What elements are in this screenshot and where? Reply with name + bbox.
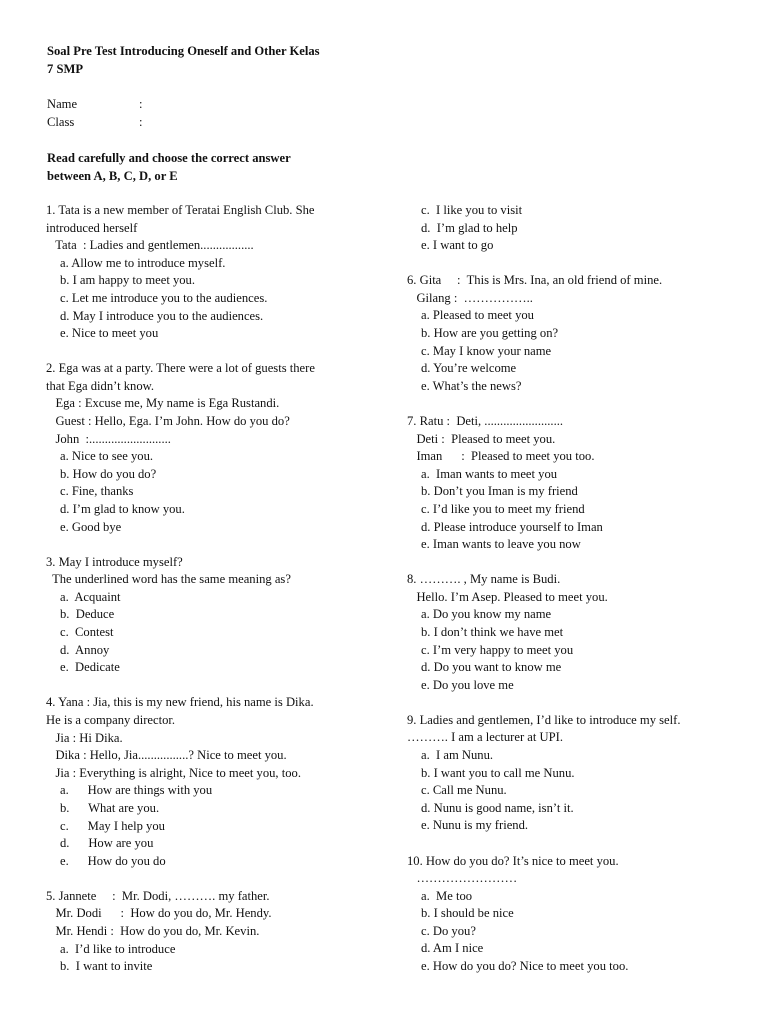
question-line: Dika : Hello, Jia................? Nice to meet you.: [46, 748, 287, 763]
option-c: c. Fine, thanks: [60, 484, 134, 499]
question-line: 7. Ratu : Deti, .........................: [407, 413, 564, 428]
question-line: Iman : Pleased to meet you too.: [407, 449, 595, 464]
option-a: a. Acquaint: [60, 589, 121, 604]
instructions: [47, 150, 377, 185]
option-a: a. How are things with you: [60, 783, 213, 798]
option-d: d. Am I nice: [421, 941, 484, 956]
question-line: ………. I am a lecturer at UPI.: [407, 730, 563, 745]
question-line: Ega : Excuse me, My name is Ega Rustandi.: [46, 396, 280, 411]
option-e: e. Good bye: [60, 519, 122, 534]
option-e: e. Do you love me: [421, 677, 514, 692]
question-10: [407, 853, 737, 976]
option-c: c. Do you?: [421, 923, 476, 938]
question-line: Jia : Everything is alright, Nice to meet you, too.: [46, 765, 301, 780]
question-line: that Ega didn’t know.: [46, 378, 155, 393]
option-d: d. You’re welcome: [421, 361, 517, 376]
question-line: 1. Tata is a new member of Teratai English Club. She: [46, 203, 315, 217]
question-line: 9. Ladies and gentlemen, I’d like to introduce my self.: [407, 712, 681, 727]
option-a: a. I am Nunu.: [421, 748, 494, 763]
option-b: b. I want to invite: [60, 959, 153, 974]
option-a: a. Iman wants to meet you: [421, 466, 558, 481]
option-b: b. I don’t think we have met: [421, 624, 564, 639]
option-e: e. How do you do: [60, 853, 166, 868]
question-1: [46, 202, 366, 343]
question-line: Deti : Pleased to meet you.: [407, 431, 556, 446]
option-c: c. I’m very happy to meet you: [421, 642, 574, 657]
option-d: d. Nunu is good name, isn’t it.: [421, 800, 574, 815]
question-3: [46, 554, 366, 677]
option-e: e. I want to go: [421, 238, 494, 253]
question-8: [407, 571, 737, 694]
title-line-1: Soal Pre Test Introducing Oneself and Other Kelas: [47, 44, 320, 58]
name-row: [47, 96, 143, 114]
question-line: Tata : Ladies and gentlemen.................: [46, 238, 254, 253]
option-e: e. Nunu is my friend.: [421, 818, 529, 833]
option-b: b. I am happy to meet you.: [60, 273, 196, 288]
question-line: Mr. Hendi : How do you do, Mr. Kevin.: [46, 923, 260, 938]
option-b: b. Don’t you Iman is my friend: [421, 484, 578, 499]
option-b: b. I want you to call me Nunu.: [421, 765, 575, 780]
option-c: c. Contest: [60, 625, 114, 640]
question-7: [407, 413, 737, 554]
student-info: [47, 96, 143, 131]
option-d: d. Do you want to know me: [421, 660, 562, 675]
option-c: c. I’d like you to meet my friend: [421, 501, 585, 516]
option-c: c. Let me introduce you to the audiences.: [60, 290, 268, 305]
option-e: e. What’s the news?: [421, 378, 522, 393]
option-e: e. Iman wants to leave you now: [421, 537, 581, 552]
option-b: b. How are you getting on?: [421, 326, 559, 341]
instruction-line-1: Read carefully and choose the correct answer: [47, 151, 291, 165]
option-c: c. May I help you: [60, 818, 165, 833]
question-line: He is a company director.: [46, 712, 176, 727]
option-b: b. I should be nice: [421, 906, 514, 921]
option-d: d. I’m glad to know you.: [60, 502, 185, 516]
option-c: c. May I know your name: [421, 343, 552, 358]
option-b: b. What are you.: [60, 800, 160, 815]
class-separator: :: [139, 114, 143, 129]
question-line: Mr. Dodi : How do you do, Mr. Hendy.: [46, 906, 272, 921]
question-line: ……………………: [407, 871, 518, 886]
option-e: e. Dedicate: [60, 660, 120, 675]
question-line: 10. How do you do? It’s nice to meet you.: [407, 853, 619, 868]
option-e: e. How do you do? Nice to meet you too.: [421, 959, 629, 974]
left-column: [46, 202, 366, 993]
option-b: b. Deduce: [60, 607, 115, 622]
option-b: b. How do you do?: [60, 466, 157, 481]
option-c: c. Call me Nunu.: [421, 783, 507, 798]
question-line: introduced herself: [46, 220, 138, 235]
question-line: The underlined word has the same meaning as?: [46, 572, 291, 587]
option-d: d. Please introduce yourself to Iman: [421, 519, 603, 534]
question-9: [407, 712, 737, 835]
name-separator: :: [139, 97, 143, 111]
option-d: d. How are you: [60, 836, 154, 851]
question-2: [46, 360, 366, 536]
question-line: 2. Ega was at a party. There were a lot of guests there: [46, 361, 315, 376]
question-line: John :..........................: [46, 431, 171, 446]
question-line: Guest : Hello, Ega. I’m John. How do you do?: [46, 414, 290, 429]
instruction-line-2: between A, B, C, D, or E: [47, 168, 178, 183]
question-line: 6. Gita : This is Mrs. Ina, an old friend of mine.: [407, 273, 663, 288]
option-a: a. Allow me to introduce myself.: [60, 255, 226, 270]
question-line: Gilang : ……………..: [407, 290, 533, 305]
option-a: a. Nice to see you.: [60, 449, 154, 464]
question-5-continued: [407, 202, 737, 255]
right-column: [407, 202, 737, 993]
question-line: 3. May I introduce myself?: [46, 554, 183, 569]
question-5: [46, 888, 366, 976]
question-6: [407, 272, 737, 395]
option-a: a. Pleased to meet you: [421, 308, 534, 323]
option-d: d. Annoy: [60, 642, 110, 657]
option-d: d. I’m glad to help: [421, 220, 518, 235]
option-a: a. Do you know my name: [421, 607, 552, 622]
document-title: [47, 43, 377, 78]
question-line: 8. ………. , My name is Budi.: [407, 572, 561, 587]
name-label: Name: [47, 97, 78, 111]
question-4: [46, 694, 366, 870]
question-line: Jia : Hi Dika.: [46, 730, 123, 745]
question-line: 4. Yana : Jia, this is my new friend, his name is Dika.: [46, 695, 314, 710]
question-line: 5. Jannete : Mr. Dodi, ………. my father.: [46, 888, 270, 903]
option-c: c. I like you to visit: [421, 203, 523, 217]
class-label: Class: [47, 114, 75, 129]
option-a: a. Me too: [421, 888, 473, 903]
title-line-2: 7 SMP: [47, 61, 84, 76]
class-row: [47, 114, 143, 132]
question-line: Hello. I’m Asep. Pleased to meet you.: [407, 589, 608, 604]
option-a: a. I’d like to introduce: [60, 941, 176, 956]
option-d: d. May I introduce you to the audiences.: [60, 308, 264, 323]
option-e: e. Nice to meet you: [60, 326, 159, 341]
